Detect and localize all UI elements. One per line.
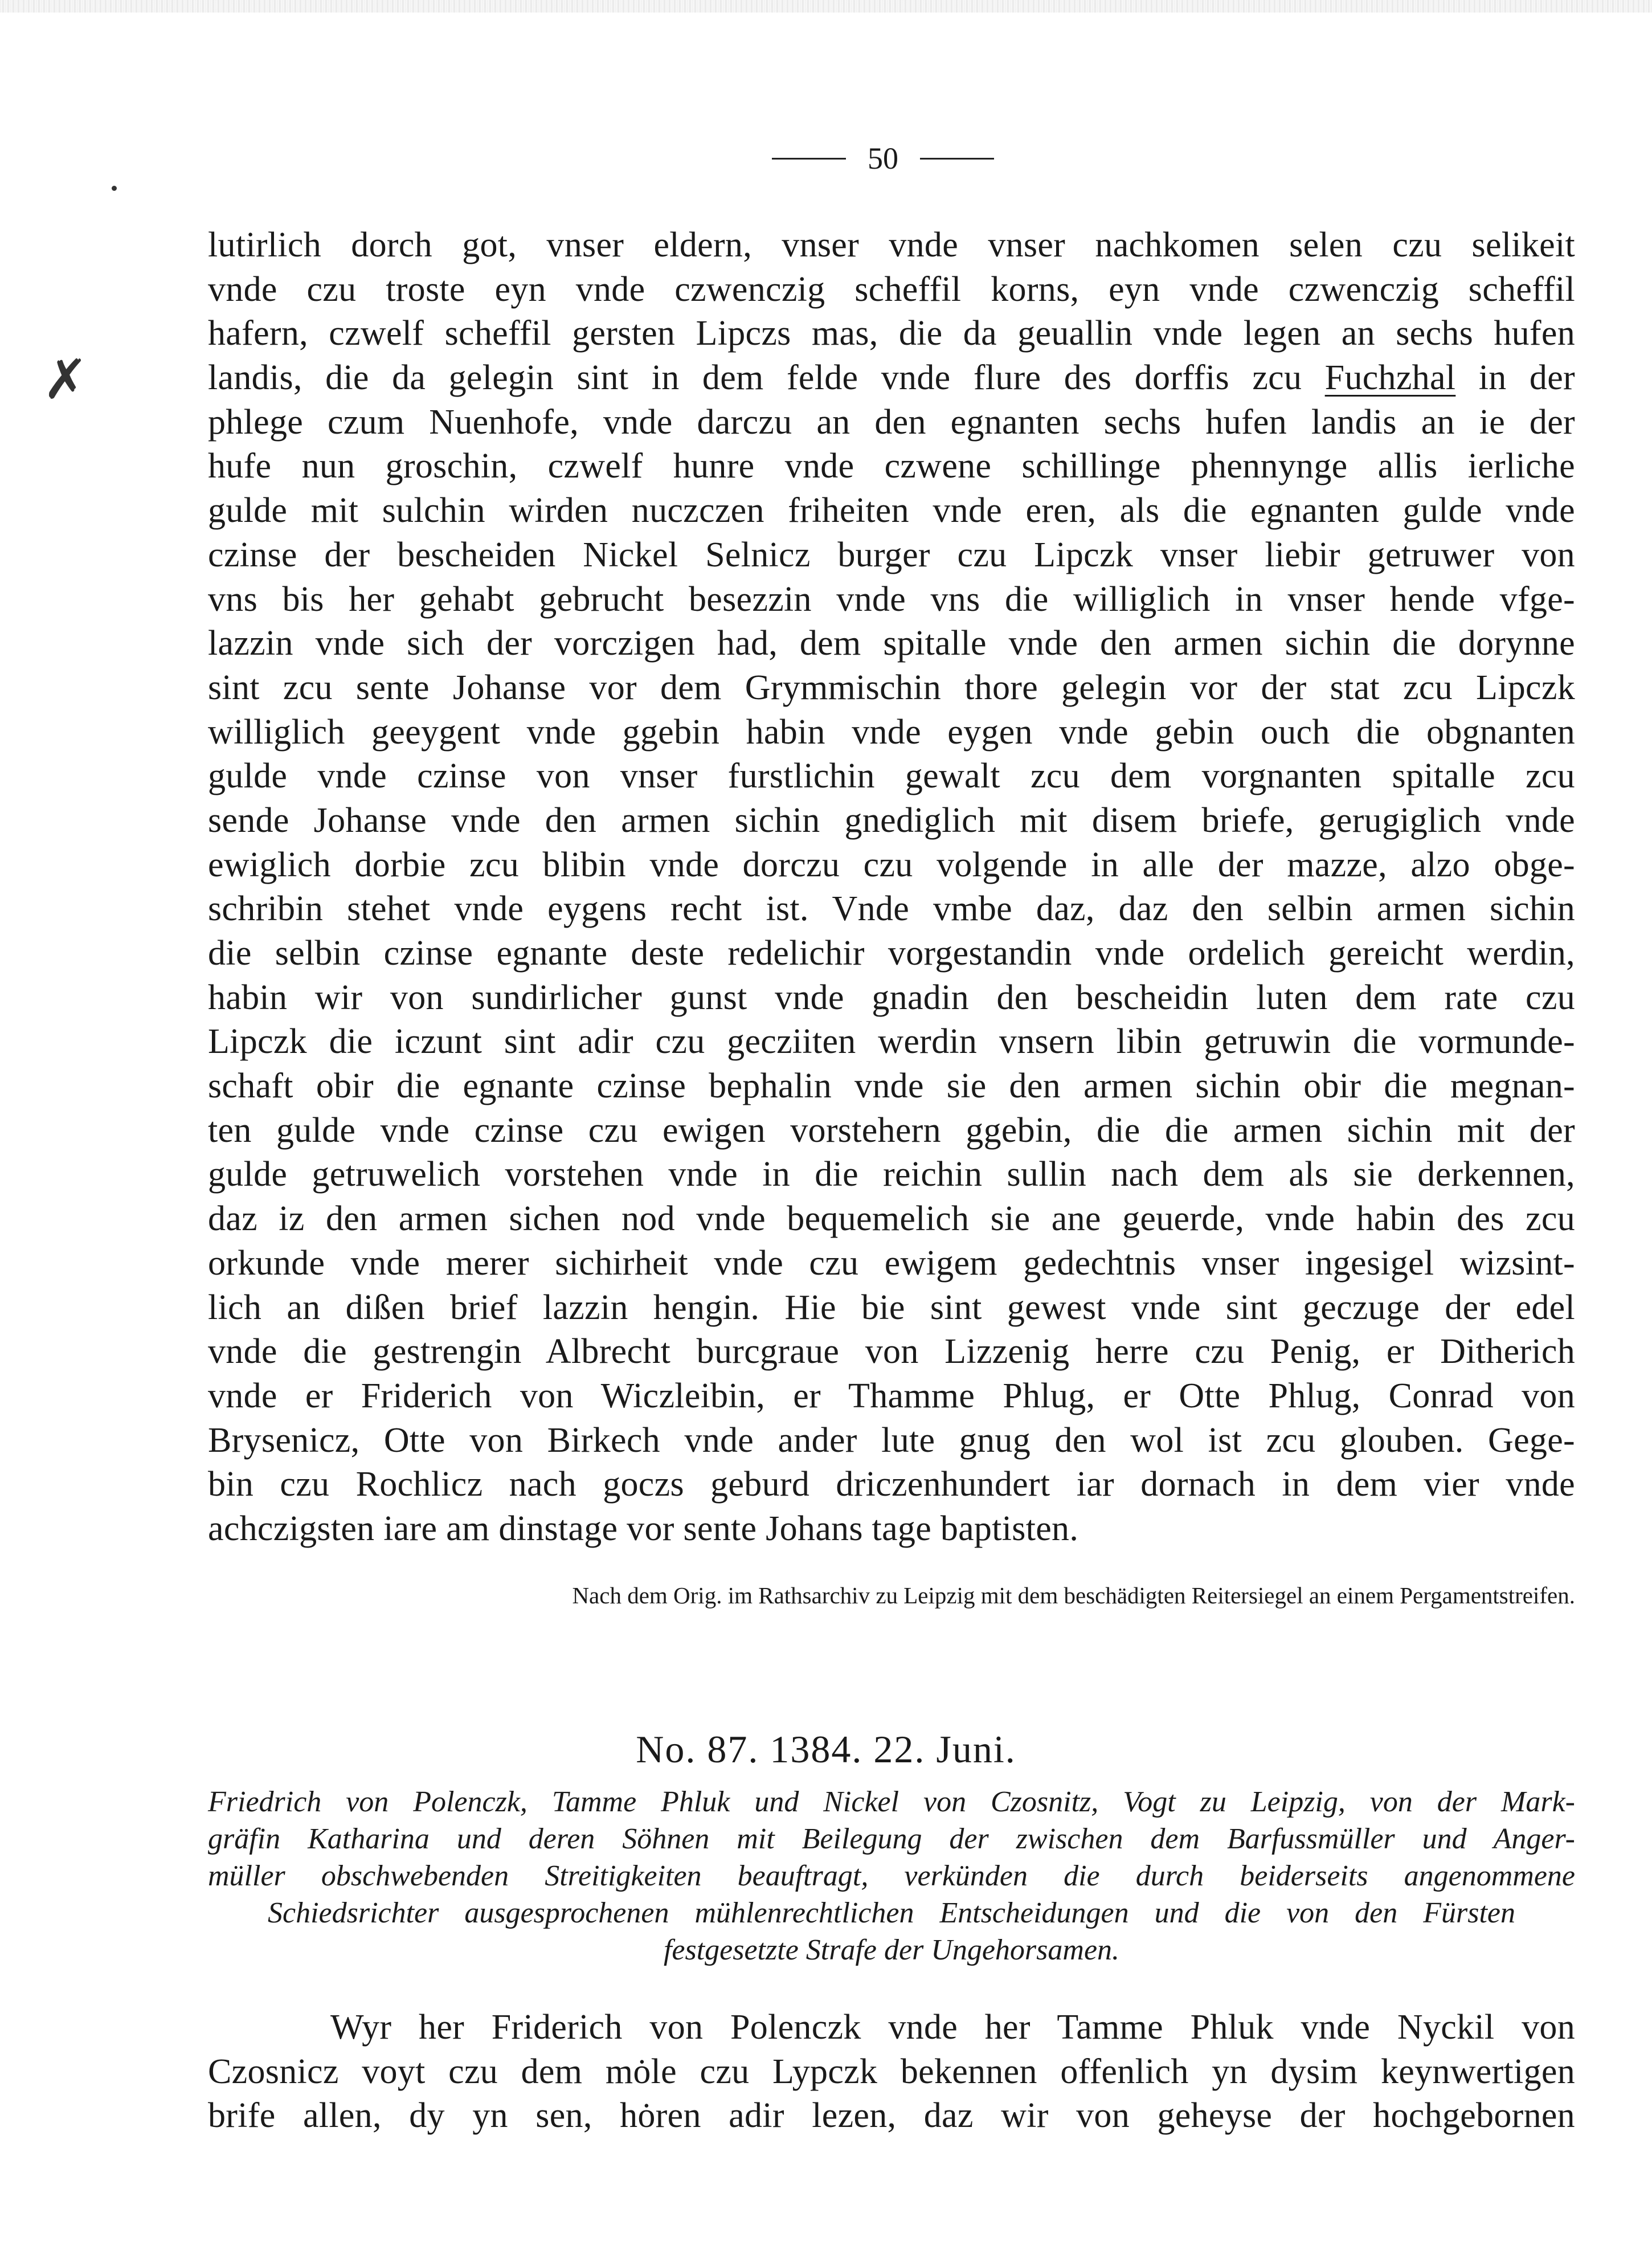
underlined-place-name: Fuchzhal [1324,358,1456,398]
text-line: achczigsten iare am dinstage vor sente Johans tage baptisten. [208,1509,1079,1548]
text-line: Brysenicz, Otte von Birkech vnde ander lute gnug den wol ist zcu glouben. Gege- [208,1420,1575,1460]
text-line: gulde mit sulchin wirden nuczczen friheiten vnde eren, als die egnanten gulde vnde [208,491,1575,530]
text-line: lich an dißen brief lazzin hengin. Hie bie sint gewest vnde sint geczuge der edel [208,1288,1575,1327]
document-heading: No. 87. 1384. 22. Juni. [636,1728,1016,1771]
text-line: sende Johanse vnde den armen sichin gnediglich mit disem briefe, gerugiglich vnde [208,801,1575,840]
text-line: hafern, czwelf scheffil gersten Lipczs mas, die da geuallin vnde legen an sechs hufen [208,314,1575,353]
text-line: gulde getruwelich vorstehen vnde in die reichin sullin nach dem als sie derkennen, [208,1155,1575,1194]
page-number: 50 [868,141,898,175]
text-line: schribin stehet vnde eygens recht ist. Vnde vmbe daz, daz den selbin armen sichin [208,889,1575,929]
text-line: habin wir von sundirlicher gunst vnde gnadin den bescheidin luten dem rate czu [208,978,1575,1017]
continued-charter-text [208,223,1575,1551]
text-line: czinse der bescheiden Nickel Selnicz burger czu Lipczk vnser liebir getruwer von [208,535,1575,574]
text-line: schaft obir die egnante czinse bephalin vnde sie den armen sichin obir die megnan- [208,1067,1575,1106]
text-line: vnde die gestrengin Albrecht burcgraue von Lizzenig herre czu Penig, er Ditherich [208,1332,1575,1371]
margin-dot [112,186,117,191]
text-line: Czosnicz voyt czu dem mȯle czu Lypczk bekennen offenlich yn dysim keynwertigen [208,2052,1575,2091]
regest-line: gräfin Katharina und deren Söhnen mit Beilegung der zwischen dem Barfussmüller und Anger- [208,1823,1575,1855]
handwritten-margin-mark: ✗ [42,349,89,410]
text-line-with-place [208,356,1575,401]
text-line: daz iz den armen sichen nod vnde bequemelich sie ane geuerde, vnde habin des zcu [208,1199,1575,1239]
text-line: ewiglich dorbie zcu blibin vnde dorczu czu volgende in alle der mazze, alzo obge- [208,845,1575,884]
text-line: gulde vnde czinse von vnser furstlichin gewalt zcu dem vorgnanten spitalle zcu [208,757,1575,796]
text-line: vns bis her gehabt gebrucht besezzin vnde vns die williglich in vnser hende vfge- [208,579,1575,619]
text-line: die selbin czinse egnante deste redelichir vorgestandin vnde ordelich gereicht werdin, [208,934,1575,973]
text-line: vnde er Friderich von Wiczleibin, er Thamme Phlug, er Otte Phlug, Conrad von [208,1376,1575,1415]
text-line: hufe nun groschin, czwelf hunre vnde czwene schillinge phennynge allis ierliche [208,447,1575,486]
header-dash-right [920,158,994,160]
regest-line: Schiedsrichter ausgesprochenen mühlenrechtlichen Entscheidungen und die von den Fürsten [268,1897,1515,1929]
header-dash-left [772,158,846,160]
text-segment: in der [1478,358,1575,398]
text-line: phlege czum Nuenhofe, vnde darczu an den egnanten sechs hufen landis an ie der [208,402,1575,442]
charter-text [208,2006,1575,2138]
text-line: bin czu Rochlicz nach goczs geburd driczenhundert iar dornach in dem vier vnde [208,1465,1575,1504]
text-line: sint zcu sente Johanse vor dem Grymmischin thore gelegin vor der stat zcu Lipczk [208,668,1575,707]
scan-edge [0,0,1652,13]
text-segment: landis, die da gelegin sint in dem felde vnde flure des dorffis zcu [208,358,1302,398]
text-line: williglich geeygent vnde ggebin habin vnde eygen vnde gebin ouch die obgnanten [208,712,1575,752]
regest-line: müller obschwebenden Streitigkeiten beauftragt, verkünden die durch beiderseits angenommene [208,1860,1575,1892]
page-header [741,136,1025,181]
text-line: orkunde vnde merer sichirheit vnde czu ewigem gedechtnis vnser ingesigel wizsint- [208,1243,1575,1283]
text-line: Wyr her Friderich von Polenczk vnde her Tamme Phluk vnde Nyckil von [330,2008,1575,2047]
text-line: lutirlich dorch got, vnser eldern, vnser vnde vnser nachkomen selen czu selikeit [208,226,1575,264]
regest-line: Friedrich von Polenczk, Tamme Phluk und Nickel von Czosnitz, Vogt zu Leipzig, von der Mark- [208,1786,1575,1818]
text-line: ten gulde vnde czinse czu ewigen vorstehern ggebin, die die armen sichin mit der [208,1110,1575,1150]
text-line: Lipczk die iczunt sint adir czu gecziiten werdin vnsern libin getruwin die vormunde- [208,1022,1575,1061]
regest-summary [208,1783,1575,1969]
text-line: brife allen, dy yn sen, hȯren adir lezen, daz wir von geheyse der hochgebornen [208,2096,1575,2135]
text-line: vnde czu troste eyn vnde czwenczig scheffil korns, eyn vnde czwenczig scheffil [208,270,1575,309]
source-note: Nach dem Orig. im Rathsarchiv zu Leipzig mit dem beschädigten Reitersiegel an einem Pergamentstreifen. [572,1582,1575,1608]
text-line: lazzin vnde sich der vorczigen had, dem spitalle vnde den armen sichin die dorynne [208,624,1575,663]
regest-line: festgesetzte Strafe der Ungehorsamen. [663,1934,1120,1966]
